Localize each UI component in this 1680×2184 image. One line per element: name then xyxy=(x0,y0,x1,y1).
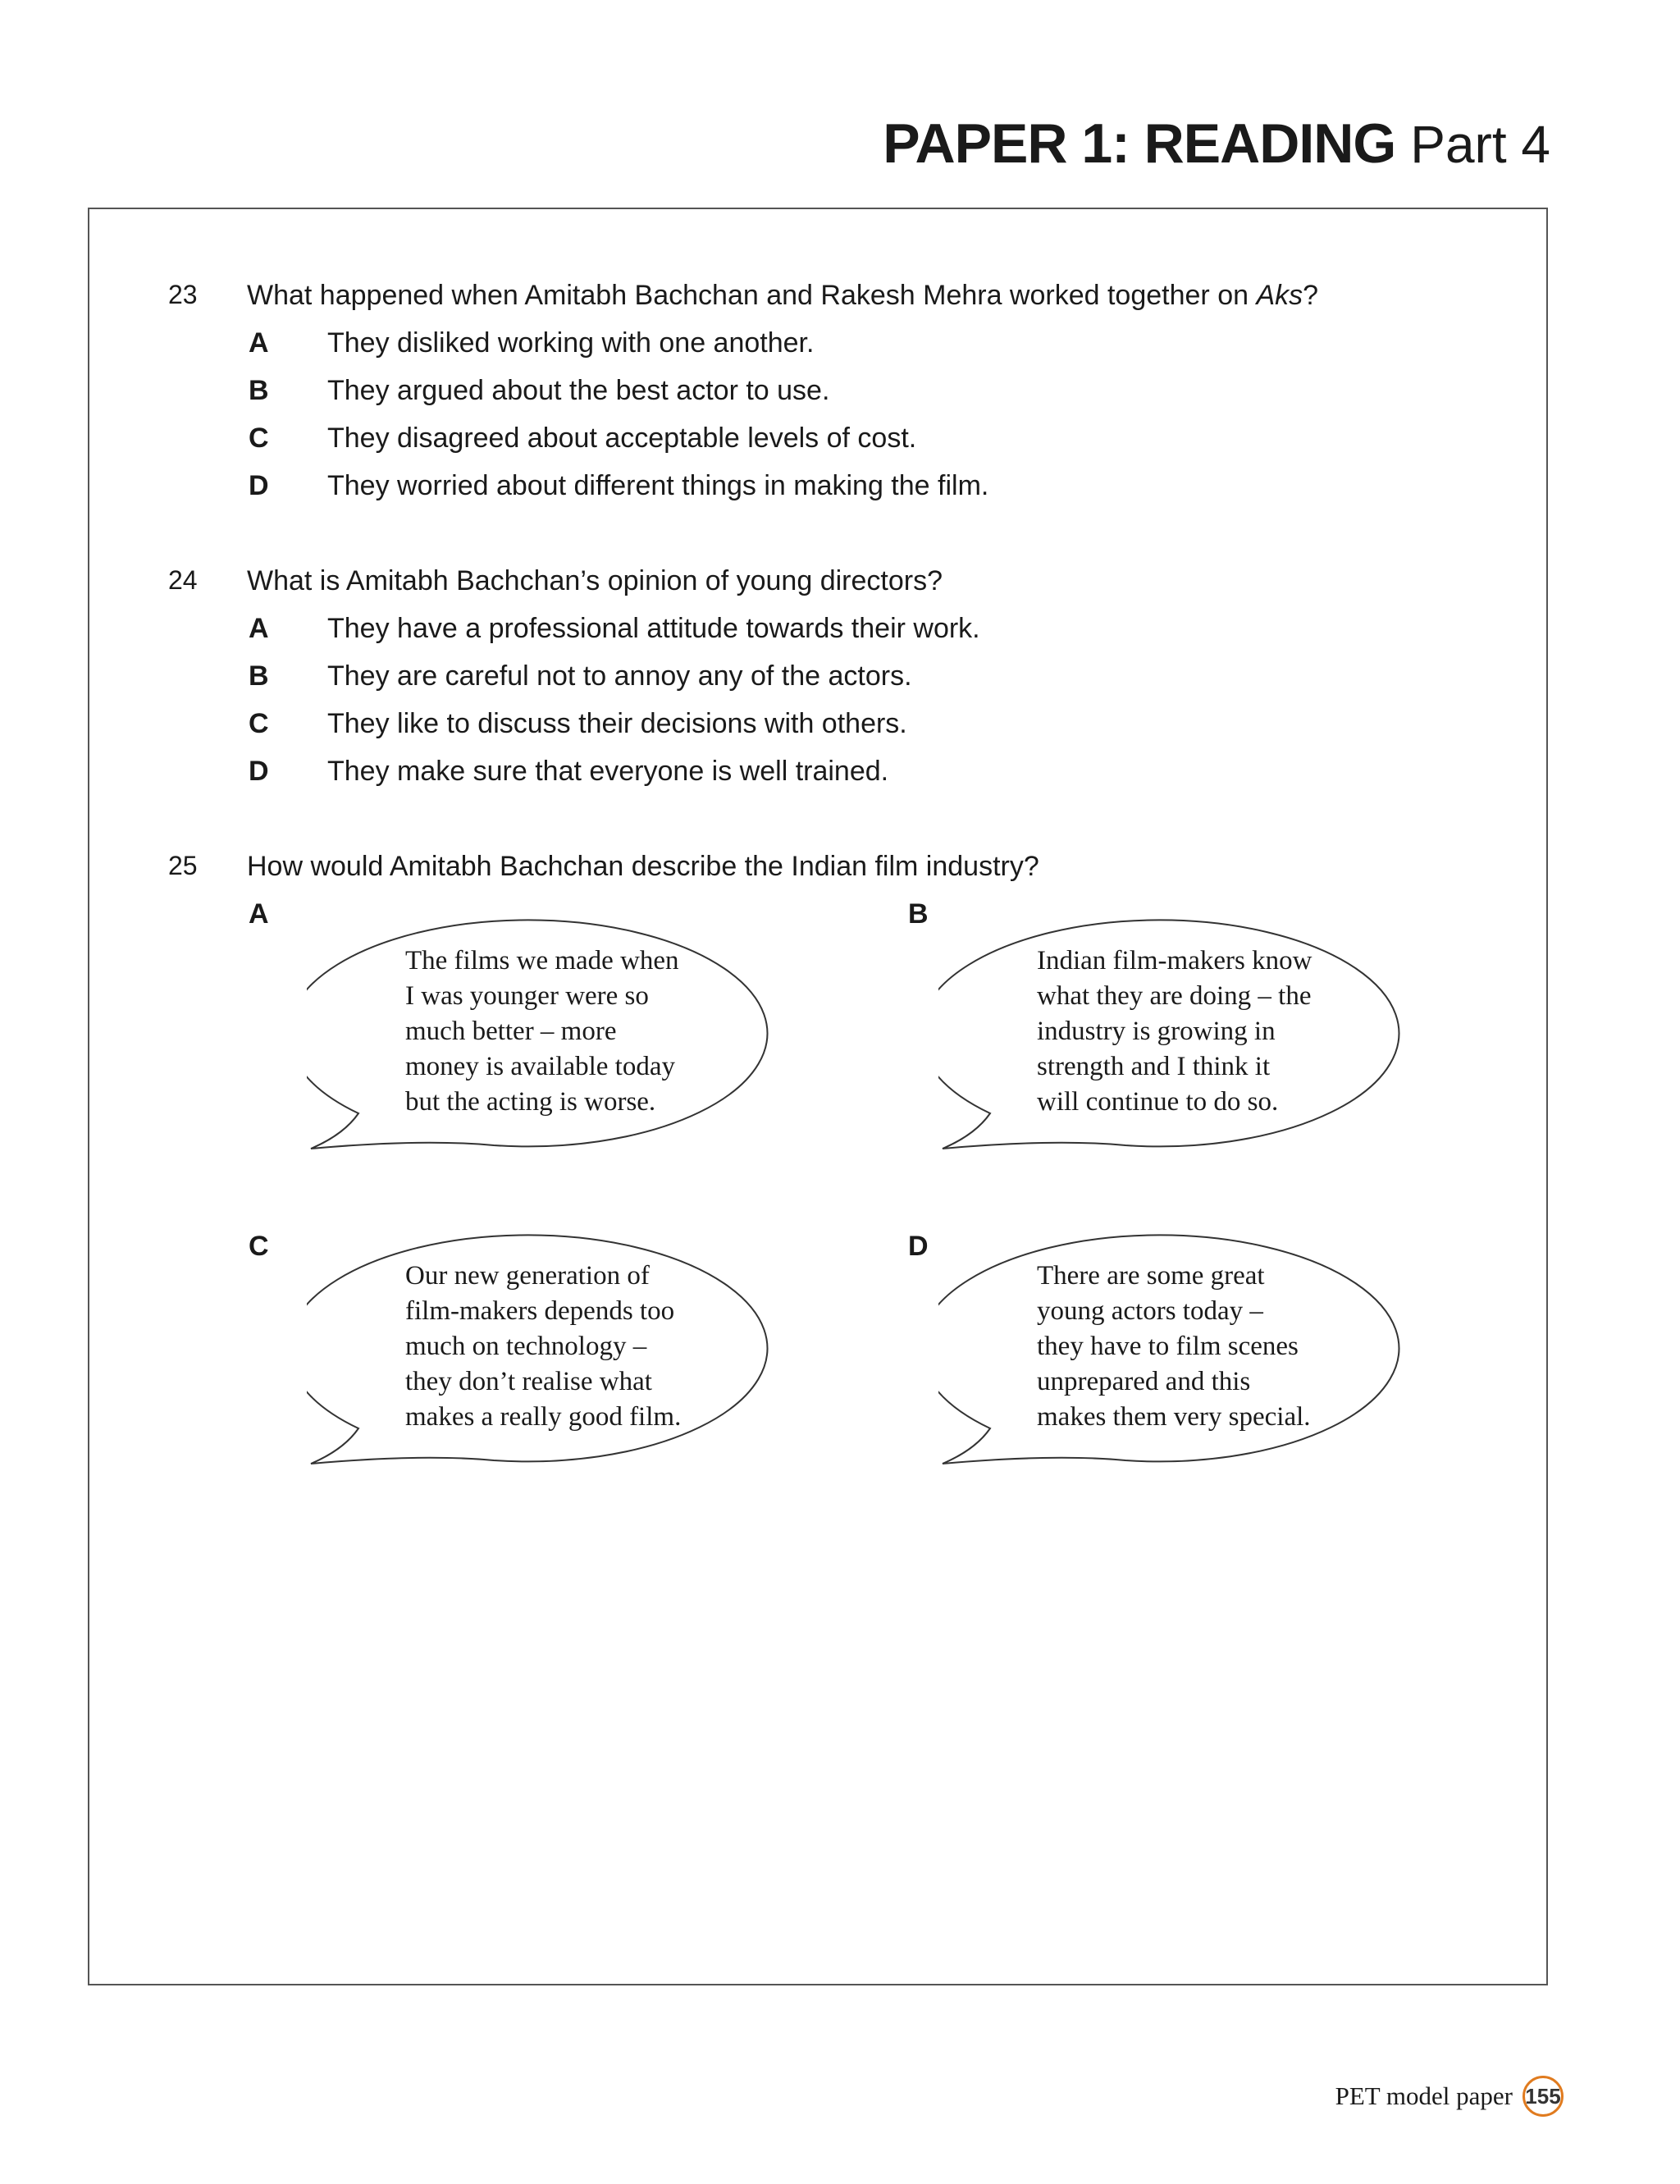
option-letter: B xyxy=(249,660,269,692)
bubble-text: The films we made when I was younger were so much better – more money is available today but the acting is worse. xyxy=(405,946,679,1117)
question-25 xyxy=(89,851,1484,892)
option-text: They worried about different things in making the film. xyxy=(327,470,989,501)
page-header xyxy=(883,112,1550,176)
bubble-text: There are some great young actors today – they have to film scenes unprepared and this makes them very special. xyxy=(1037,1261,1311,1432)
option-letter: C xyxy=(249,423,269,454)
option-text: They are careful not to annoy any of the actors. xyxy=(327,660,912,692)
page-number: 155 xyxy=(1522,2076,1564,2117)
question-23 xyxy=(89,280,1484,321)
option-24-c xyxy=(89,708,1484,749)
speech-bubble-b xyxy=(938,901,1447,1163)
bubble-letter-d: D xyxy=(908,1231,929,1262)
option-23-d xyxy=(89,470,1484,511)
option-letter: B xyxy=(249,375,269,406)
option-23-a xyxy=(89,327,1484,368)
page-footer xyxy=(1335,2076,1564,2117)
question-number: 23 xyxy=(168,280,198,309)
option-letter: D xyxy=(249,470,269,501)
option-letter: C xyxy=(249,708,269,739)
bubble-letter-c: C xyxy=(249,1231,269,1262)
question-24 xyxy=(89,565,1484,606)
option-24-a xyxy=(89,613,1484,654)
option-letter: A xyxy=(249,613,269,644)
speech-bubble-d xyxy=(938,1216,1447,1478)
bubble-letter-b: B xyxy=(908,898,929,930)
question-text: What happened when Amitabh Bachchan and Rakesh Mehra worked together on Aks? xyxy=(247,280,1319,311)
option-text: They have a professional attitude towards their work. xyxy=(327,613,980,644)
option-text: They disliked working with one another. xyxy=(327,327,815,359)
option-text: They like to discuss their decisions with others. xyxy=(327,708,907,739)
question-number: 24 xyxy=(168,565,198,595)
option-24-d xyxy=(89,756,1484,797)
speech-bubble-c xyxy=(307,1216,815,1478)
question-text: How would Amitabh Bachchan describe the Indian film industry? xyxy=(247,851,1039,882)
option-letter: D xyxy=(249,756,269,787)
option-text: They argued about the best actor to use. xyxy=(327,375,830,406)
option-23-b xyxy=(89,375,1484,416)
option-24-b xyxy=(89,660,1484,701)
question-number: 25 xyxy=(168,851,198,880)
bubble-text: Indian film-makers know what they are doing – the industry is growing in strength and I think it will continue to do so. xyxy=(1037,946,1312,1117)
bubble-text: Our new generation of film-makers depends too much on technology – they don’t realise what makes a really good film. xyxy=(405,1261,682,1432)
option-23-c xyxy=(89,423,1484,464)
part-title: Part 4 xyxy=(1410,115,1550,174)
option-text: They disagreed about acceptable levels of cost. xyxy=(327,423,917,454)
bubble-letter-a: A xyxy=(249,898,269,930)
speech-bubble-a xyxy=(307,901,815,1163)
question-frame xyxy=(88,208,1548,1985)
question-text: What is Amitabh Bachchan’s opinion of young directors? xyxy=(247,565,943,596)
option-text: They make sure that everyone is well trained. xyxy=(327,756,889,787)
footer-label: PET model paper xyxy=(1335,2081,1513,2110)
option-letter: A xyxy=(249,327,269,359)
paper-title: PAPER 1: READING xyxy=(883,112,1396,175)
